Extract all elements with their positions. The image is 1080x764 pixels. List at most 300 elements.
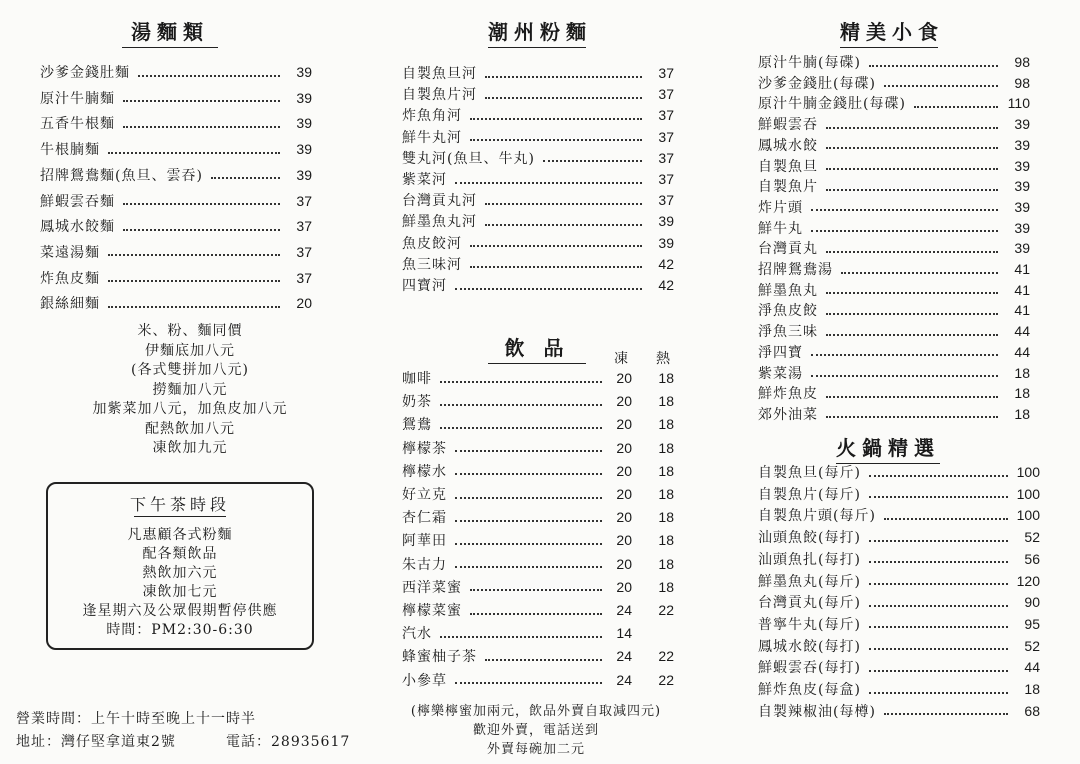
- drink-cold-price: 20: [616, 532, 632, 549]
- snack-item-price: 39: [1014, 116, 1030, 133]
- soup-noodle-item-row: [40, 242, 312, 262]
- chiuchow-item-name: 自製魚旦河: [402, 66, 477, 82]
- dot-leader: [869, 573, 1008, 585]
- dot-leader: [455, 510, 602, 522]
- soup-noodle-item-price: 37: [296, 218, 312, 235]
- drink-cold-price: 20: [616, 486, 632, 502]
- drink-hot-price: 18: [658, 578, 674, 595]
- snack-item-price: 110: [1007, 95, 1030, 112]
- dot-leader: [869, 660, 1008, 672]
- hotpot-item-row: [758, 657, 1040, 677]
- drink-row: [402, 554, 632, 574]
- drink-hot-price: 18: [658, 462, 674, 479]
- snack-item-row: [758, 135, 1030, 155]
- soup-noodle-note: 配熱飲加八元: [145, 420, 235, 437]
- drink-hot-price: 18: [658, 393, 674, 410]
- afternoon-tea-line: 時間：PM2:30-6:30: [106, 622, 254, 638]
- drink-hot-price: 22: [658, 648, 674, 665]
- drink-row: [402, 623, 632, 643]
- dot-leader: [811, 365, 998, 377]
- soup-noodle-item-row: [40, 268, 312, 288]
- hotpot-item-row: [758, 701, 1040, 721]
- drink-name: 檸檬茶: [402, 440, 447, 457]
- hotpot-item-row: [758, 679, 1040, 699]
- dot-leader: [123, 219, 280, 231]
- snack-item-row: [758, 342, 1030, 362]
- drink-hot-cell: [648, 484, 678, 504]
- dot-leader: [485, 214, 642, 226]
- soup-noodle-item-price: 39: [296, 141, 312, 158]
- drink-cold-price: 20: [616, 555, 632, 572]
- drink-cold-price: 20: [616, 462, 632, 479]
- snack-item-name: 鮮炸魚皮: [758, 386, 818, 403]
- snack-item-row: [758, 363, 1030, 383]
- dot-leader: [826, 324, 998, 336]
- afternoon-tea-line: 凍飲加七元: [142, 584, 218, 600]
- snack-item-name: 招牌鴛鴦湯: [758, 262, 833, 278]
- drink-hot-price: 18: [658, 370, 674, 386]
- soup-noodle-item-name: 牛根腩麵: [40, 142, 100, 159]
- drink-hot-cell: [648, 670, 678, 690]
- chiuchow-item-row: [402, 127, 674, 147]
- snack-item-row: [758, 300, 1030, 320]
- afternoon-tea-line: 逢星期六及公眾假期暫停供應: [82, 603, 278, 619]
- dot-leader: [440, 371, 602, 383]
- snack-item-price: 41: [1014, 261, 1030, 277]
- chiuchow-item-price: 42: [658, 277, 674, 293]
- hotpot-item-name: 自製魚片(每斤): [758, 486, 861, 503]
- drink-cold-price: 20: [616, 578, 632, 595]
- dot-leader: [123, 193, 280, 205]
- drinks-heading: 飲 品: [488, 332, 586, 364]
- drink-cold-price: 20: [616, 393, 632, 410]
- hotpot-item-price: 68: [1024, 702, 1040, 719]
- dot-leader: [826, 179, 998, 191]
- soup-noodle-item-name: 五香牛根麵: [40, 116, 115, 133]
- soup-noodle-item-name: 炸魚皮麵: [40, 270, 100, 287]
- chiuchow-item-name: 自製魚片河: [402, 87, 477, 104]
- drink-row: [402, 484, 632, 504]
- phone: 電話：28935617: [226, 734, 351, 750]
- hotpot-item-row: [758, 592, 1040, 612]
- chiuchow-item-price: 37: [658, 149, 674, 166]
- snack-item-name: 淨魚皮餃: [758, 303, 818, 320]
- drink-hot-cell: [648, 438, 678, 458]
- snack-item-name: 郊外油菜: [758, 406, 818, 423]
- snack-item-price: 98: [1014, 54, 1030, 70]
- hotpot-item-name: 普寧牛丸(每斤): [758, 616, 861, 633]
- dot-leader: [841, 262, 998, 274]
- chiuchow-item-row: [402, 233, 674, 253]
- drink-row: [402, 646, 632, 666]
- drink-row: [402, 507, 632, 527]
- dot-leader: [440, 417, 602, 429]
- snack-item-price: 39: [1014, 240, 1030, 257]
- afternoon-tea-line: 配各類飲品: [142, 546, 218, 562]
- drink-hot-cell: [648, 368, 678, 388]
- soup-noodle-note: 加紫菜加八元，加魚皮加八元: [92, 401, 288, 417]
- drink-row: [402, 461, 632, 481]
- soup-noodle-note: 撈麵加八元: [152, 381, 228, 398]
- dot-leader: [470, 603, 602, 615]
- dot-leader: [869, 530, 1008, 542]
- dot-leader: [869, 682, 1008, 694]
- drink-cold-price: 20: [616, 509, 632, 526]
- drink-hot-cell: [648, 554, 678, 574]
- soup-noodle-item-row: [40, 165, 312, 185]
- drink-hot-price: 18: [658, 439, 674, 456]
- hotpot-item-price: 100: [1016, 507, 1040, 524]
- hotpot-item-price: 95: [1024, 615, 1040, 632]
- hotpot-item-name: 汕頭魚扎(每打): [758, 551, 861, 568]
- dot-leader: [826, 117, 998, 129]
- drink-hot-price: 22: [658, 671, 674, 688]
- snack-item-row: [758, 404, 1030, 424]
- drink-hot-price: 18: [658, 416, 674, 433]
- afternoon-tea-title: 下午茶時段: [129, 495, 230, 514]
- soup-noodle-item-name: 沙爹金錢肚麵: [40, 65, 130, 81]
- chiuchow-item-name: 四寶河: [402, 278, 447, 294]
- chiuchow-item-row: [402, 63, 674, 83]
- dot-leader: [470, 235, 642, 247]
- dot-leader: [108, 296, 280, 308]
- drink-name: 杏仁霜: [402, 510, 447, 527]
- hotpot-item-row: [758, 462, 1040, 482]
- soup-noodle-item-price: 39: [296, 64, 312, 80]
- afternoon-tea-box: [46, 482, 314, 650]
- dot-leader: [884, 703, 1008, 715]
- dot-leader: [869, 551, 1008, 563]
- drink-row: [402, 530, 632, 550]
- drink-name: 汽水: [402, 626, 432, 643]
- dot-leader: [123, 90, 280, 102]
- snack-item-row: [758, 383, 1030, 403]
- drink-row: [402, 577, 632, 597]
- hotpot-item-row: [758, 527, 1040, 547]
- drink-hot-price: 18: [658, 486, 674, 502]
- chiuchow-item-price: 37: [658, 107, 674, 124]
- snack-item-row: [758, 52, 1030, 72]
- chiuchow-item-price: 37: [658, 128, 674, 145]
- dot-leader: [455, 440, 602, 452]
- snack-item-name: 台灣貢丸: [758, 241, 818, 258]
- drink-hot-cell: [648, 600, 678, 620]
- hotpot-heading: 火鍋精選: [836, 432, 940, 464]
- chiuchow-item-row: [402, 105, 674, 125]
- chiuchow-item-price: 39: [658, 213, 674, 230]
- chiuchow-item-price: 39: [658, 234, 674, 251]
- chiuchow-item-name: 鮮墨魚丸河: [402, 214, 477, 231]
- dot-leader: [455, 487, 602, 499]
- hotpot-item-row: [758, 571, 1040, 591]
- hotpot-item-price: 18: [1024, 681, 1040, 697]
- drink-hot-cell: [648, 414, 678, 434]
- hotpot-item-row: [758, 614, 1040, 634]
- drink-hot-price: 22: [658, 602, 674, 618]
- dot-leader: [826, 303, 998, 315]
- drinks-note: 歡迎外賣，電話送到: [472, 723, 599, 738]
- soup-noodle-item-row: [40, 113, 312, 133]
- hotpot-item-price: 52: [1024, 529, 1040, 546]
- hotpot-item-name: 鮮炸魚皮(每盒): [758, 682, 861, 698]
- soup-noodle-item-name: 原汁牛腩麵: [40, 90, 115, 107]
- address: 地址：灣仔堅拿道東2號: [16, 734, 176, 750]
- drink-name: 西洋菜蜜: [402, 579, 462, 596]
- hotpot-item-price: 56: [1024, 550, 1040, 567]
- snack-item-price: 44: [1014, 323, 1030, 340]
- drink-name: 蜂蜜柚子茶: [402, 649, 477, 666]
- snack-item-price: 39: [1014, 198, 1030, 215]
- hotpot-item-row: [758, 484, 1040, 504]
- soup-noodle-item-row: [40, 293, 312, 313]
- drink-name: 朱古力: [402, 556, 447, 573]
- drink-row: [402, 600, 632, 620]
- hotpot-item-name: 鳳城水餃(每打): [758, 638, 861, 655]
- soup-noodle-item-name: 招牌鴛鴦麵(魚旦、雲吞): [40, 167, 203, 184]
- drink-hot-price: 18: [658, 555, 674, 572]
- snack-item-price: 18: [1014, 364, 1030, 381]
- dot-leader: [470, 256, 642, 268]
- snack-item-name: 鮮蝦雲吞: [758, 117, 818, 134]
- hot-column-header: 熱: [656, 351, 670, 367]
- drink-hot-cell: [648, 461, 678, 481]
- dot-leader: [869, 486, 1008, 498]
- snack-item-row: [758, 156, 1030, 176]
- dot-leader: [485, 649, 602, 661]
- afternoon-tea-rule: [134, 516, 226, 517]
- drink-name: 好立克: [402, 487, 447, 503]
- dot-leader: [455, 278, 642, 290]
- drink-row: [402, 391, 632, 411]
- dot-leader: [826, 137, 998, 149]
- drink-cold-price: 24: [616, 671, 632, 688]
- dot-leader: [884, 508, 1008, 520]
- hotpot-item-name: 鮮墨魚丸(每斤): [758, 573, 861, 590]
- chiuchow-item-price: 42: [658, 255, 674, 272]
- drink-name: 小參草: [402, 672, 447, 689]
- dot-leader: [811, 344, 998, 356]
- drinks-note: (檸樂檸蜜加兩元，飲品外賣自取減四元): [410, 704, 662, 719]
- dot-leader: [138, 65, 280, 77]
- dot-leader: [884, 75, 998, 87]
- dot-leader: [869, 465, 1008, 477]
- soup-noodle-item-price: 20: [296, 295, 312, 312]
- snack-item-name: 淨魚三味: [758, 324, 818, 341]
- snack-item-name: 鮮墨魚丸: [758, 282, 818, 299]
- drink-row: [402, 414, 632, 434]
- chiuchow-heading: 潮州粉麵: [488, 16, 586, 48]
- dot-leader: [108, 270, 280, 282]
- hotpot-item-name: 汕頭魚餃(每打): [758, 530, 861, 547]
- chiuchow-item-name: 紫菜河: [402, 172, 447, 188]
- drink-hot-price: 18: [658, 509, 674, 526]
- soup-noodle-item-price: 37: [296, 192, 312, 209]
- hotpot-item-row: [758, 636, 1040, 656]
- soup-noodle-note: 凍飲加九元: [152, 440, 228, 456]
- dot-leader: [123, 116, 280, 128]
- chiuchow-item-price: 37: [658, 65, 674, 81]
- soup-noodle-item-name: 鮮蝦雲吞麵: [40, 193, 115, 210]
- snack-item-price: 98: [1014, 74, 1030, 91]
- drink-name: 鴛鴦: [402, 417, 432, 434]
- drink-cold-price: 20: [616, 416, 632, 433]
- dot-leader: [869, 638, 1008, 650]
- snack-item-row: [758, 93, 1030, 113]
- chiuchow-item-row: [402, 190, 674, 210]
- dot-leader: [826, 241, 998, 253]
- hotpot-item-name: 台灣貢丸(每斤): [758, 595, 861, 612]
- hotpot-item-price: 120: [1016, 572, 1040, 589]
- hotpot-item-name: 鮮蝦雲吞(每打): [758, 660, 861, 677]
- dot-leader: [869, 616, 1008, 628]
- snack-item-name: 鮮牛丸: [758, 220, 803, 237]
- snack-item-price: 39: [1014, 219, 1030, 236]
- soup-noodle-item-row: [40, 62, 312, 82]
- drink-hot-cell: [648, 391, 678, 411]
- drink-name: 咖啡: [402, 371, 432, 387]
- hotpot-item-row: [758, 505, 1040, 525]
- soup-noodle-note: 伊麵底加八元: [145, 342, 235, 359]
- dot-leader: [811, 199, 998, 211]
- dot-leader: [869, 595, 1008, 607]
- soup-noodle-item-name: 菜遠湯麵: [40, 244, 100, 261]
- snack-item-name: 原汁牛腩金錢肚(每碟): [758, 96, 906, 113]
- drink-hot-cell: [648, 530, 678, 550]
- soup-noodle-note: (各式雙拼加八元): [131, 362, 249, 378]
- chiuchow-item-row: [402, 275, 674, 295]
- chiuchow-item-name: 雙丸河(魚旦、牛丸): [402, 150, 535, 167]
- soup-noodle-item-name: 鳳城水餃麵: [40, 219, 115, 236]
- dot-leader: [826, 158, 998, 170]
- soup-noodle-item-row: [40, 216, 312, 236]
- dot-leader: [455, 672, 602, 684]
- drink-name: 奶茶: [402, 394, 432, 411]
- chiuchow-item-name: 魚三味河: [402, 256, 462, 273]
- snack-item-row: [758, 176, 1030, 196]
- soup-noodle-item-price: 39: [296, 115, 312, 132]
- chiuchow-item-row: [402, 84, 674, 104]
- hotpot-item-price: 90: [1024, 594, 1040, 611]
- snack-item-row: [758, 114, 1030, 134]
- snack-item-price: 41: [1014, 281, 1030, 298]
- snack-item-price: 39: [1014, 157, 1030, 174]
- afternoon-tea-line: 凡惠顧各式粉麵: [127, 527, 233, 543]
- soup-noodle-item-row: [40, 191, 312, 211]
- dot-leader: [470, 129, 642, 141]
- snack-item-name: 鳳城水餃: [758, 137, 818, 154]
- drink-row: [402, 438, 632, 458]
- drink-cold-price: 20: [616, 370, 632, 386]
- hotpot-item-name: 自製辣椒油(每樽): [758, 703, 876, 720]
- snack-item-name: 自製魚片: [758, 179, 818, 196]
- snack-item-name: 自製魚旦: [758, 158, 818, 175]
- dot-leader: [485, 87, 642, 99]
- dot-leader: [826, 406, 998, 418]
- snack-item-price: 18: [1014, 385, 1030, 402]
- drinks-note: 外賣每碗加二元: [486, 742, 585, 757]
- dot-leader: [108, 244, 280, 256]
- hotpot-item-row: [758, 549, 1040, 569]
- soup-noodles-heading: 湯麵類: [122, 16, 218, 48]
- soup-noodle-item-row: [40, 88, 312, 108]
- snacks-heading: 精美小食: [840, 16, 938, 48]
- hotpot-item-price: 44: [1024, 659, 1040, 676]
- snack-item-name: 淨四寶: [758, 344, 803, 361]
- soup-noodle-note: 米、粉、麵同價: [137, 323, 243, 339]
- soup-noodle-item-name: 銀絲細麵: [40, 296, 100, 313]
- hotpot-item-price: 100: [1016, 464, 1040, 480]
- hotpot-item-price: 52: [1024, 637, 1040, 654]
- snack-item-price: 39: [1014, 178, 1030, 195]
- hotpot-item-name: 自製魚片頭(每斤): [758, 508, 876, 525]
- drink-row: [402, 368, 632, 388]
- chiuchow-item-name: 台灣貢丸河: [402, 193, 477, 210]
- hotpot-item-name: 自製魚旦(每斤): [758, 465, 861, 481]
- dot-leader: [485, 193, 642, 205]
- chiuchow-item-row: [402, 211, 674, 231]
- chiuchow-item-name: 鮮牛丸河: [402, 129, 462, 146]
- chiuchow-item-price: 37: [658, 86, 674, 103]
- drink-cold-price: 20: [616, 439, 632, 456]
- chiuchow-item-row: [402, 169, 674, 189]
- dot-leader: [455, 556, 602, 568]
- snack-item-row: [758, 321, 1030, 341]
- dot-leader: [826, 282, 998, 294]
- snack-item-row: [758, 238, 1030, 258]
- dot-leader: [914, 96, 998, 108]
- drink-name: 阿華田: [402, 533, 447, 550]
- drink-hot-cell: [648, 577, 678, 597]
- snack-item-row: [758, 259, 1030, 279]
- dot-leader: [455, 463, 602, 475]
- drink-hot-price: 18: [658, 532, 674, 549]
- soup-noodle-item-price: 39: [296, 89, 312, 106]
- snack-item-name: 原汁牛腩(每碟): [758, 55, 861, 71]
- snack-item-row: [758, 73, 1030, 93]
- soup-noodle-item-price: 37: [296, 269, 312, 286]
- chiuchow-item-price: 37: [658, 171, 674, 187]
- chiuchow-item-price: 37: [658, 192, 674, 209]
- chiuchow-item-row: [402, 148, 674, 168]
- dot-leader: [440, 394, 602, 406]
- dot-leader: [455, 172, 642, 184]
- drink-cold-price: 24: [616, 602, 632, 618]
- dot-leader: [211, 167, 280, 179]
- snack-item-price: 41: [1014, 302, 1030, 319]
- snack-item-name: 炸片頭: [758, 199, 803, 216]
- snack-item-row: [758, 218, 1030, 238]
- drink-cold-price: 14: [616, 625, 632, 642]
- snack-item-price: 18: [1014, 405, 1030, 422]
- drink-name: 檸檬菜蜜: [402, 603, 462, 619]
- dot-leader: [811, 220, 998, 232]
- chiuchow-item-row: [402, 254, 674, 274]
- dot-leader: [440, 626, 602, 638]
- snack-item-price: 39: [1014, 136, 1030, 153]
- soup-noodle-item-price: 37: [296, 243, 312, 260]
- dot-leader: [485, 66, 642, 78]
- dot-leader: [826, 386, 998, 398]
- drink-hot-cell: [648, 623, 678, 643]
- afternoon-tea-line: 熱飲加六元: [142, 565, 218, 581]
- cold-column-header: 凍: [614, 351, 628, 367]
- snack-item-name: 沙爹金錢肚(每碟): [758, 75, 876, 92]
- drink-hot-cell: [648, 646, 678, 666]
- dot-leader: [869, 55, 998, 67]
- soup-noodle-item-price: 39: [296, 166, 312, 183]
- snack-item-row: [758, 197, 1030, 217]
- drink-cold-price: 24: [616, 648, 632, 665]
